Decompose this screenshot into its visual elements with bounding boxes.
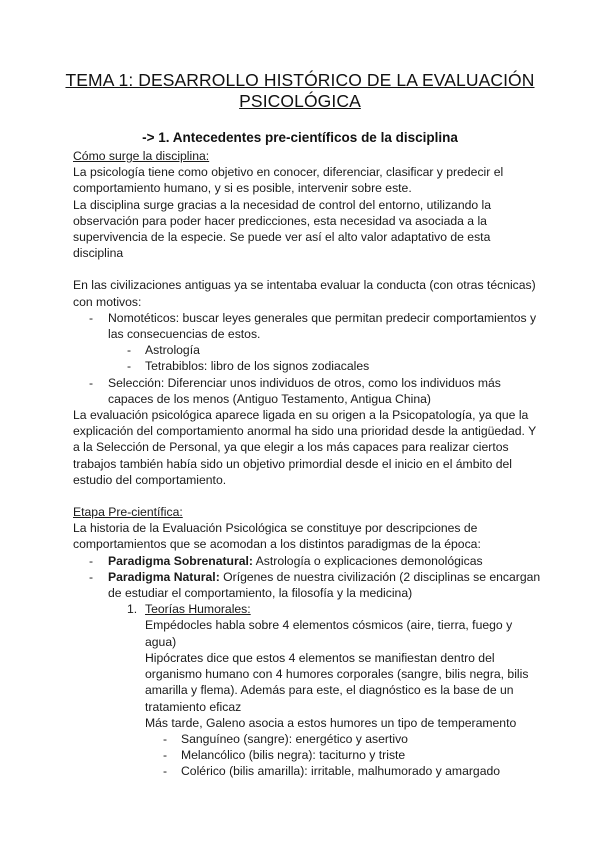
sub-bullet-astrologia <box>73 342 543 358</box>
dash-marker: - <box>163 748 168 763</box>
how-paragraph-2: La disciplina surge gracias a la necesidad de control del entorno, utilizando la observación para poder hacer predicciones, esta necesidad va asociada a la supervivencia de la especie. Se puede ver así el alto valor adaptativo de esta disciplina <box>73 197 492 261</box>
spacer <box>73 261 543 277</box>
temperament-melancolico <box>73 747 543 763</box>
number-marker: 1. <box>127 602 138 617</box>
spacer <box>73 488 543 504</box>
dash-marker: - <box>89 375 94 390</box>
ancient-intro: En las civilizaciones antiguas ya se intentaba evaluar la conducta (con otras técnicas) con motivos: <box>73 278 536 309</box>
teorias-heading: Teorías Humorales: <box>145 602 251 617</box>
dash-marker: - <box>127 343 132 358</box>
bullet-text: Melancólico (bilis negra): taciturno y triste <box>181 748 406 763</box>
etapa-intro: La historia de la Evaluación Psicológica se constituye por descripciones de comportamientos que se acomodan a los distintos paradigmas de la época: <box>73 521 481 552</box>
etapa-heading: Etapa Pre-científica: <box>73 505 183 520</box>
bullet-paradigma-natural <box>73 569 543 601</box>
title-line-1: TEMA 1: DESARROLLO HISTÓRICO DE LA EVALUACIÓN <box>65 70 535 90</box>
dash-marker: - <box>89 310 94 325</box>
bullet-text: Sanguíneo (sangre): energético y asertivo <box>181 731 408 746</box>
numbered-item-teorias <box>73 601 543 617</box>
how-paragraph-1: La psicología tiene como objetivo en conocer, diferenciar, clasificar y predecir el comportamiento humano, y si es posible, intervenir sobre este. <box>73 165 504 196</box>
dash-marker: - <box>89 569 94 584</box>
bullet-text: Tetrabiblos: libro de los signos zodiacales <box>145 359 370 374</box>
title-line-2: PSICOLÓGICA <box>239 91 361 111</box>
bold-label: Paradigma Sobrenatural: <box>108 553 253 568</box>
bullet-body: Orígenes de nuestra civilización (2 disciplinas se encargan de estudiar el comportamiento, la filosofía y la medicina) <box>108 569 541 601</box>
bullet-seleccion <box>73 375 543 407</box>
evaluation-paragraph: La evaluación psicológica aparece ligada en su origen a la Psicopatología, ya que la explicación del comportamiento anormal ha sido una prioridad desde la antigüedad. Y a la Selección de Personal, ya que elegir a los más capaces para realizar ciertos trabajos también había sido un objetivo primordial desde el inicio en el ámbito del estudio del comportamiento. <box>73 408 536 487</box>
bullet-text: Selección: Diferenciar unos individuos de otros, como los individuos más capaces de los menos (Antiguo Testamento, Antigua China) <box>108 375 501 406</box>
bullet-text <box>108 554 483 568</box>
dash-marker: - <box>127 359 132 374</box>
dash-marker: - <box>163 764 168 779</box>
bullet-text: Astrología <box>145 343 200 358</box>
bullet-paradigma-sobrenatural <box>73 553 543 569</box>
bullet-text: Colérico (bilis amarilla): irritable, malhumorado y amargado <box>181 764 501 779</box>
bullet-text: Nomotéticos: buscar leyes generales que permitan predecir comportamientos y las consecuencias de estos. <box>108 310 537 342</box>
bold-label: Paradigma Natural: <box>108 569 220 584</box>
bullet-body: Astrología o explicaciones demonológicas <box>252 553 483 568</box>
document-body <box>73 148 543 780</box>
galeno-paragraph: Más tarde, Galeno asocia a estos humores un tipo de temperamento <box>145 715 517 730</box>
bullet-text <box>108 570 540 600</box>
section-heading: -> 1. Antecedentes pre-científicos de la disciplina <box>142 130 458 145</box>
how-heading: Cómo surge la disciplina: <box>73 149 210 163</box>
dash-marker: - <box>163 731 168 746</box>
document-title <box>60 70 540 112</box>
temperament-sanguineo <box>73 731 543 747</box>
temperament-colerico <box>73 763 543 779</box>
hipocrates-paragraph: Hipócrates dice que estos 4 elementos se manifiestan dentro del organismo humano con 4 humores corporales (sangre, bilis negra, bilis amarilla y flema). Además para este, el diagnóstico es la base de un tratamiento eficaz <box>145 650 529 714</box>
bullet-nomoteticos <box>73 310 543 342</box>
empedocles-paragraph: Empédocles habla sobre 4 elementos cósmicos (aire, tierra, fuego y agua) <box>145 618 513 649</box>
sub-bullet-tetrabiblos <box>73 358 543 374</box>
dash-marker: - <box>89 553 94 568</box>
